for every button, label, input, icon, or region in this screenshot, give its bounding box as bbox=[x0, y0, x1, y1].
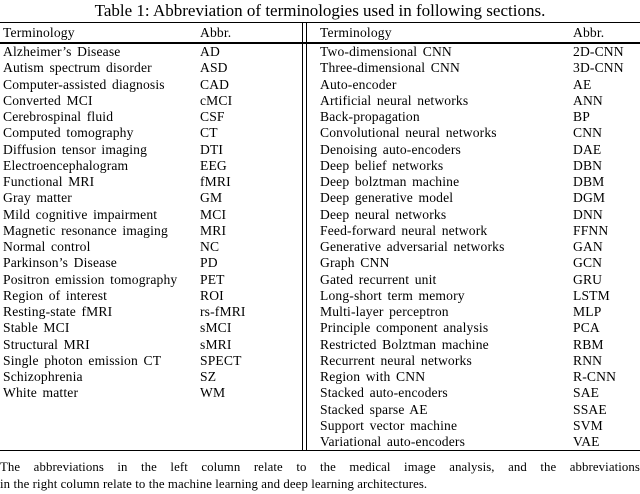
terminology-cell: Converted MCI bbox=[3, 92, 93, 108]
abbreviation-cell: ROI bbox=[200, 287, 224, 303]
terminology-cell: Deep generative model bbox=[320, 190, 454, 206]
table-row bbox=[0, 369, 640, 385]
table-row bbox=[0, 385, 640, 401]
abbreviation-cell: GRU bbox=[573, 271, 603, 287]
terminology-cell: Mild cognitive impairment bbox=[3, 206, 158, 222]
abbreviation-cell: PD bbox=[200, 255, 218, 271]
terminology-cell: Positron emission tomography bbox=[3, 271, 178, 287]
table-footnote bbox=[0, 459, 640, 492]
abbreviation-cell: ASD bbox=[200, 60, 228, 76]
abbreviation-cell: RBM bbox=[573, 336, 604, 352]
terminology-cell: Stable MCI bbox=[3, 320, 70, 336]
table-footnote-line-2: in the right column relate to the machine learning and deep learning architectures. bbox=[0, 476, 428, 491]
table-row bbox=[0, 109, 640, 125]
terminology-cell: Functional MRI bbox=[3, 174, 95, 189]
abbreviation-cell: FFNN bbox=[573, 222, 609, 238]
terminology-cell: Structural MRI bbox=[3, 336, 90, 352]
terminology-cell: Deep neural networks bbox=[320, 206, 447, 222]
table-header-row bbox=[0, 23, 640, 44]
abbreviation-cell: DBN bbox=[573, 157, 603, 173]
abbreviation-cell: SPECT bbox=[200, 352, 242, 368]
abbreviation-cell: PET bbox=[200, 271, 225, 287]
terminology-cell: Region of interest bbox=[3, 287, 108, 303]
abbreviation-cell: cMCI bbox=[200, 92, 233, 108]
table-row bbox=[0, 353, 640, 369]
abbreviation-cell: CNN bbox=[573, 125, 603, 141]
abbreviation-cell: rs-fMRI bbox=[200, 304, 246, 319]
terminology-cell: Graph CNN bbox=[320, 255, 390, 271]
table-row bbox=[0, 125, 640, 141]
terminology-cell: Feed-forward neural network bbox=[320, 222, 488, 238]
abbreviation-cell: ANN bbox=[573, 92, 603, 108]
table-row bbox=[0, 158, 640, 174]
abbreviation-cell: CSF bbox=[200, 109, 225, 124]
terminology-cell: Principle component analysis bbox=[320, 320, 489, 336]
table-row bbox=[0, 337, 640, 353]
table-row bbox=[0, 77, 640, 93]
table-body bbox=[0, 44, 640, 450]
abbreviation-cell: CAD bbox=[200, 76, 230, 92]
abbreviation-cell: WM bbox=[200, 385, 226, 401]
terminology-cell: Computer-assisted diagnosis bbox=[3, 76, 165, 92]
abbreviation-cell: DAE bbox=[573, 141, 602, 157]
abbreviation-cell: MRI bbox=[200, 222, 227, 238]
abbreviation-cell: PCA bbox=[573, 320, 600, 336]
table-row bbox=[0, 142, 640, 158]
terminology-cell bbox=[0, 402, 200, 418]
table-footnote-line-1: The abbreviations in the left column relate to the medical image analysis, and the abbreviations bbox=[0, 460, 640, 474]
abbreviation-cell: NC bbox=[200, 239, 220, 254]
table-row bbox=[0, 255, 640, 271]
terminology-cell: Gated recurrent unit bbox=[320, 271, 437, 287]
table-row bbox=[0, 223, 640, 239]
abbreviation-cell: R-CNN bbox=[573, 369, 617, 384]
abbreviation-cell: MLP bbox=[573, 304, 602, 319]
abbreviation-cell: DBM bbox=[573, 174, 605, 189]
terminology-cell: Back-propagation bbox=[320, 109, 420, 124]
header-terminology-left: Terminology bbox=[3, 25, 75, 40]
abbreviation-cell: DNN bbox=[573, 206, 603, 222]
table-row bbox=[0, 434, 640, 450]
table-row bbox=[0, 174, 640, 190]
terminology-cell: Cerebrospinal fluid bbox=[3, 109, 114, 124]
abbreviation-cell: VAE bbox=[573, 434, 600, 449]
abbreviation-cell bbox=[200, 434, 306, 450]
table-row bbox=[0, 418, 640, 434]
terminology-cell: Resting-state fMRI bbox=[3, 304, 113, 319]
header-terminology-right: Terminology bbox=[320, 25, 392, 40]
terminology-cell: Electroencephalogram bbox=[3, 157, 129, 173]
terminology-cell: Variational auto-encoders bbox=[320, 434, 466, 449]
terminology-cell: Alzheimer’s Disease bbox=[3, 44, 121, 59]
terminology-cell: Two-dimensional CNN bbox=[320, 44, 452, 59]
terminology-cell bbox=[0, 434, 200, 450]
terminology-cell: Three-dimensional CNN bbox=[320, 60, 460, 76]
table-row bbox=[0, 190, 640, 206]
terminology-cell bbox=[0, 418, 200, 434]
terminology-cell: Normal control bbox=[3, 239, 91, 254]
terminology-cell: Denoising auto-encoders bbox=[320, 141, 461, 157]
terminology-cell: Single photon emission CT bbox=[3, 352, 162, 368]
abbreviation-cell: AE bbox=[573, 76, 592, 92]
terminology-cell: Convolutional neural networks bbox=[320, 125, 497, 141]
abbreviation-cell: EEG bbox=[200, 157, 227, 173]
abbreviation-cell bbox=[200, 402, 306, 418]
terminology-cell: Stacked auto-encoders bbox=[320, 385, 448, 401]
abbreviation-cell: SZ bbox=[200, 369, 217, 384]
terminology-cell: Diffusion tensor imaging bbox=[3, 141, 148, 157]
abbreviation-cell bbox=[200, 418, 306, 434]
abbreviation-cell: 3D-CNN bbox=[573, 60, 624, 76]
terminology-cell: Deep bolztman machine bbox=[320, 174, 460, 189]
abbreviation-cell: CT bbox=[200, 125, 218, 141]
table-caption: Table 1: Abbreviation of terminologies used in following sections. bbox=[94, 1, 546, 20]
header-abbr-right: Abbr. bbox=[573, 25, 605, 40]
abbreviation-cell: DTI bbox=[200, 141, 224, 157]
table-row bbox=[0, 60, 640, 76]
header-abbr-left: Abbr. bbox=[200, 25, 232, 40]
table-row bbox=[0, 320, 640, 336]
terminology-cell: Long-short term memory bbox=[320, 287, 465, 303]
terminology-cell: Auto-encoder bbox=[320, 76, 397, 92]
terminology-cell: Magnetic resonance imaging bbox=[3, 222, 168, 238]
table-row bbox=[0, 207, 640, 223]
table-row bbox=[0, 44, 640, 60]
terminology-cell: Multi-layer perceptron bbox=[320, 304, 449, 319]
abbreviation-cell: SSAE bbox=[573, 401, 607, 417]
table-row bbox=[0, 402, 640, 418]
terminology-cell: Parkinson’s Disease bbox=[3, 255, 117, 271]
terminology-cell: Stacked sparse AE bbox=[320, 401, 428, 417]
abbreviation-cell: LSTM bbox=[573, 287, 610, 303]
terminology-cell: Region with CNN bbox=[320, 369, 426, 384]
terminology-cell: Gray matter bbox=[3, 190, 72, 206]
abbreviation-table bbox=[0, 22, 640, 451]
abbreviation-cell: DGM bbox=[573, 190, 606, 206]
abbreviation-cell: RNN bbox=[573, 352, 603, 368]
abbreviation-cell: BP bbox=[573, 109, 590, 124]
terminology-cell: Restricted Bolztman machine bbox=[320, 336, 489, 352]
abbreviation-cell: MCI bbox=[200, 206, 227, 222]
terminology-cell: Artificial neural networks bbox=[320, 92, 469, 108]
abbreviation-cell: sMCI bbox=[200, 320, 232, 336]
terminology-cell: Support vector machine bbox=[320, 417, 458, 433]
terminology-cell: Generative adversarial networks bbox=[320, 239, 505, 254]
abbreviation-cell: SVM bbox=[573, 417, 603, 433]
abbreviation-cell: 2D-CNN bbox=[573, 44, 624, 59]
terminology-cell: Schizophrenia bbox=[3, 369, 83, 384]
abbreviation-cell: SAE bbox=[573, 385, 600, 401]
abbreviation-cell: GAN bbox=[573, 239, 603, 254]
table-row bbox=[0, 288, 640, 304]
abbreviation-cell: fMRI bbox=[200, 174, 231, 189]
abbreviation-cell: GCN bbox=[573, 255, 603, 271]
terminology-cell: Autism spectrum disorder bbox=[3, 60, 152, 76]
terminology-cell: White matter bbox=[3, 385, 79, 401]
table-row bbox=[0, 304, 640, 320]
abbreviation-cell: GM bbox=[200, 190, 223, 206]
abbreviation-cell: AD bbox=[200, 44, 220, 59]
terminology-cell: Computed tomography bbox=[3, 125, 134, 141]
table-row bbox=[0, 93, 640, 109]
terminology-cell: Recurrent neural networks bbox=[320, 352, 472, 368]
table-row bbox=[0, 272, 640, 288]
table-row bbox=[0, 239, 640, 255]
terminology-cell: Deep belief networks bbox=[320, 157, 444, 173]
abbreviation-cell: sMRI bbox=[200, 336, 232, 352]
